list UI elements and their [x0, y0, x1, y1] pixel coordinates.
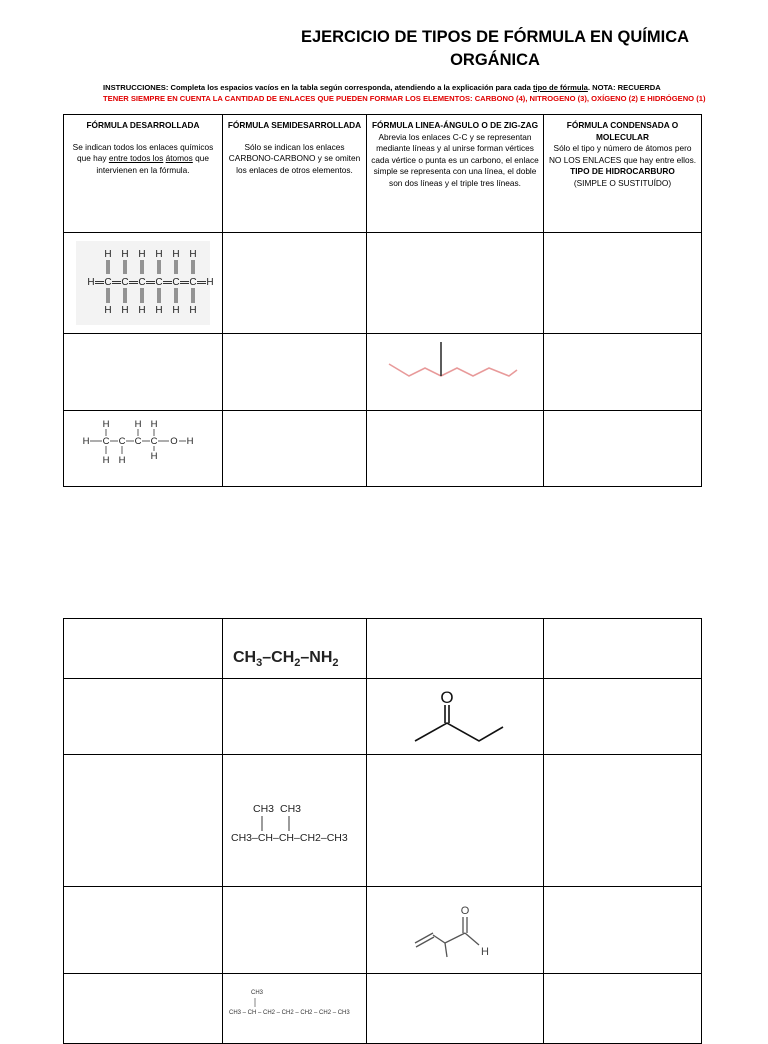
table-row: [64, 411, 702, 487]
ethylamine-formula: [223, 619, 366, 678]
empty-answer-cell[interactable]: [223, 233, 367, 334]
table-row: [64, 887, 702, 974]
hex-h-bot-4: H: [155, 305, 163, 316]
methylheptane-formula: [223, 974, 366, 1022]
hex-h-bot-5: H: [172, 305, 180, 316]
header-col-zigzag: [367, 115, 544, 233]
cell-ethylamine-semi: [223, 619, 367, 679]
cell-heptane-semi: [223, 974, 367, 1044]
hexane-structure-image: [64, 233, 222, 333]
cell-butanol-developed: [64, 411, 223, 487]
cell-hexane-developed: [64, 233, 223, 334]
empty-answer-cell[interactable]: [367, 233, 544, 334]
table-row: [64, 334, 702, 411]
hex-h-bot-2: H: [121, 305, 129, 316]
formula-table-2: [63, 618, 702, 1044]
svg-text:H: H: [150, 419, 158, 430]
title-line-2: ORGÁNICA: [450, 51, 540, 69]
header-subdesc: (SIMPLE O SUSTITUÍDO): [573, 177, 672, 188]
svg-text:CH3–CH–CH–CH2–CH3: CH3–CH–CH–CH2–CH3: [231, 832, 348, 844]
empty-answer-cell[interactable]: [367, 755, 544, 887]
hex-h-top-6: H: [189, 249, 197, 260]
hex-h-bot-1: H: [104, 305, 112, 316]
empty-answer-cell[interactable]: [544, 411, 702, 487]
formula-table-1: [63, 114, 702, 487]
hex-c-4: C: [155, 277, 163, 288]
hex-h-top-5: H: [172, 249, 180, 260]
empty-answer-cell[interactable]: [64, 334, 223, 411]
empty-answer-cell[interactable]: [64, 887, 223, 974]
svg-text:CH3: CH3: [253, 803, 275, 815]
butanol-structure-image: [64, 411, 222, 486]
svg-text:C: C: [150, 436, 158, 447]
title-line-1: EJERCICIO DE TIPOS DE FÓRMULA EN QUÍMICA: [300, 28, 690, 46]
hex-h-top-1: H: [104, 249, 112, 260]
cell-butanone-zigzag: [367, 679, 544, 755]
cell-aldehyde-zigzag: [367, 887, 544, 974]
svg-text:H: H: [102, 419, 110, 430]
cell-methylbutane-semi: [223, 755, 367, 887]
instructions: [103, 83, 713, 104]
svg-text:CH3 – CH – CH2 – CH2 – CH2 – C: CH3 – CH – CH2 – CH2 – CH2 – CH2 – CH3: [229, 1010, 350, 1016]
instructions-warning: TENER SIEMPRE EN CUENTA LA CANTIDAD DE ENLACES QUE PUEDEN FORMAR LOS ELEMENTOS: CARBONO (4), NITROGENO (3), OXÍGENO (2) E HIDRÓGENO (1): [103, 93, 706, 103]
header-desc: Abrevia los enlaces C-C y se representan mediante líneas y al unirse forman vértices cada vértice o punta es un carbono, el enlace simple se representa con una línea, el doble son dos líneas y el triple tres líneas.: [371, 131, 539, 188]
header-title: FÓRMULA LINEA-ÁNGULO O DE ZIG-ZAG: [371, 120, 539, 130]
table-row: [64, 974, 702, 1044]
empty-answer-cell[interactable]: [367, 974, 544, 1044]
dimethylbutane-formula: [223, 755, 366, 886]
table-row: [64, 679, 702, 755]
svg-text:O: O: [460, 905, 470, 917]
empty-answer-cell[interactable]: [544, 755, 702, 887]
empty-answer-cell[interactable]: [544, 334, 702, 411]
svg-text:CH3: CH3: [280, 803, 302, 815]
table-row: [64, 619, 702, 679]
empty-answer-cell[interactable]: [223, 887, 367, 974]
instructions-link[interactable]: tipo de fórmula: [533, 83, 588, 92]
empty-answer-cell[interactable]: [544, 233, 702, 334]
empty-answer-cell[interactable]: [64, 755, 223, 887]
svg-text:C: C: [118, 436, 126, 447]
hex-c-5: C: [172, 277, 180, 288]
empty-answer-cell[interactable]: [544, 974, 702, 1044]
svg-text:O: O: [170, 436, 178, 447]
table-row: [64, 755, 702, 887]
svg-text:H: H: [134, 419, 142, 430]
empty-answer-cell[interactable]: [367, 619, 544, 679]
empty-answer-cell[interactable]: [544, 679, 702, 755]
empty-answer-cell[interactable]: [544, 619, 702, 679]
hex-h-top-4: H: [155, 249, 163, 260]
header-subtitle: TIPO DE HIDROCARBURO: [570, 166, 675, 176]
empty-answer-cell[interactable]: [223, 411, 367, 487]
svg-text:H: H: [102, 455, 110, 466]
hex-h-top-2: H: [121, 249, 129, 260]
svg-text:CH3–CH2–NH2: $CH_3-CH_2-NH_2$: [233, 649, 339, 669]
svg-text:H: H: [118, 455, 126, 466]
hex-h-bot-6: H: [189, 305, 197, 316]
empty-answer-cell[interactable]: [64, 679, 223, 755]
header-col-condensada: [544, 115, 702, 233]
table-row: [64, 233, 702, 334]
header-col-semidesarrollada: [223, 115, 367, 233]
empty-answer-cell[interactable]: [367, 411, 544, 487]
cell-zigzag-alkane: [367, 334, 544, 411]
svg-text:O: O: [440, 688, 454, 707]
hex-c-2: C: [121, 277, 129, 288]
header-desc: Sólo se indican los enlaces CARBONO-CARBONO y se omiten los enlaces de otros elementos.: [228, 141, 361, 175]
aldehyde-skeletal-image: [367, 887, 543, 973]
hex-h-right: H: [206, 277, 214, 288]
header-title: FÓRMULA DESARROLLADA: [86, 120, 200, 130]
empty-answer-cell[interactable]: [64, 619, 223, 679]
header-col-desarrollada: FÓRMULA DESARROLLADA Se indican todos los enlaces químicos que hay entre todos los átomos que intervienen en la fórmula.: [64, 115, 223, 233]
svg-text:H: H: [186, 436, 194, 447]
svg-text:H: H: [82, 436, 90, 447]
instructions-text: INSTRUCCIONES: Completa los espacios vacíos en la tabla según corresponda, atendiendo a la explicación para cada: [103, 83, 534, 92]
svg-text:CH3: CH3: [251, 990, 264, 996]
hex-h-bot-3: H: [138, 305, 146, 316]
butanone-skeletal-image: [367, 679, 543, 754]
page-title: [250, 26, 740, 72]
empty-answer-cell[interactable]: [544, 887, 702, 974]
instructions-note: . NOTA: RECUERDA: [587, 83, 661, 92]
empty-answer-cell[interactable]: [223, 679, 367, 755]
header-title: FÓRMULA SEMIDESARROLLADA: [227, 120, 362, 130]
hex-c-1: C: [104, 277, 112, 288]
svg-text:C: C: [102, 436, 110, 447]
svg-text:H: H: [481, 946, 489, 958]
svg-text:C: C: [134, 436, 142, 447]
table-header-row: [64, 115, 702, 233]
header-desc: Sólo el tipo y número de átomos pero NO LOS ENLACES que hay entre ellos.: [548, 143, 697, 165]
hex-c-3: C: [138, 277, 146, 288]
empty-answer-cell[interactable]: [64, 974, 223, 1044]
empty-answer-cell[interactable]: [223, 334, 367, 411]
zigzag-alkane-image: [367, 334, 543, 410]
hex-h-left: H: [87, 277, 95, 288]
header-title: FÓRMULA CONDENSADA O MOLECULAR: [566, 120, 679, 142]
svg-text:H: H: [150, 451, 158, 462]
hex-h-top-3: H: [138, 249, 146, 260]
hex-c-6: C: [189, 277, 197, 288]
